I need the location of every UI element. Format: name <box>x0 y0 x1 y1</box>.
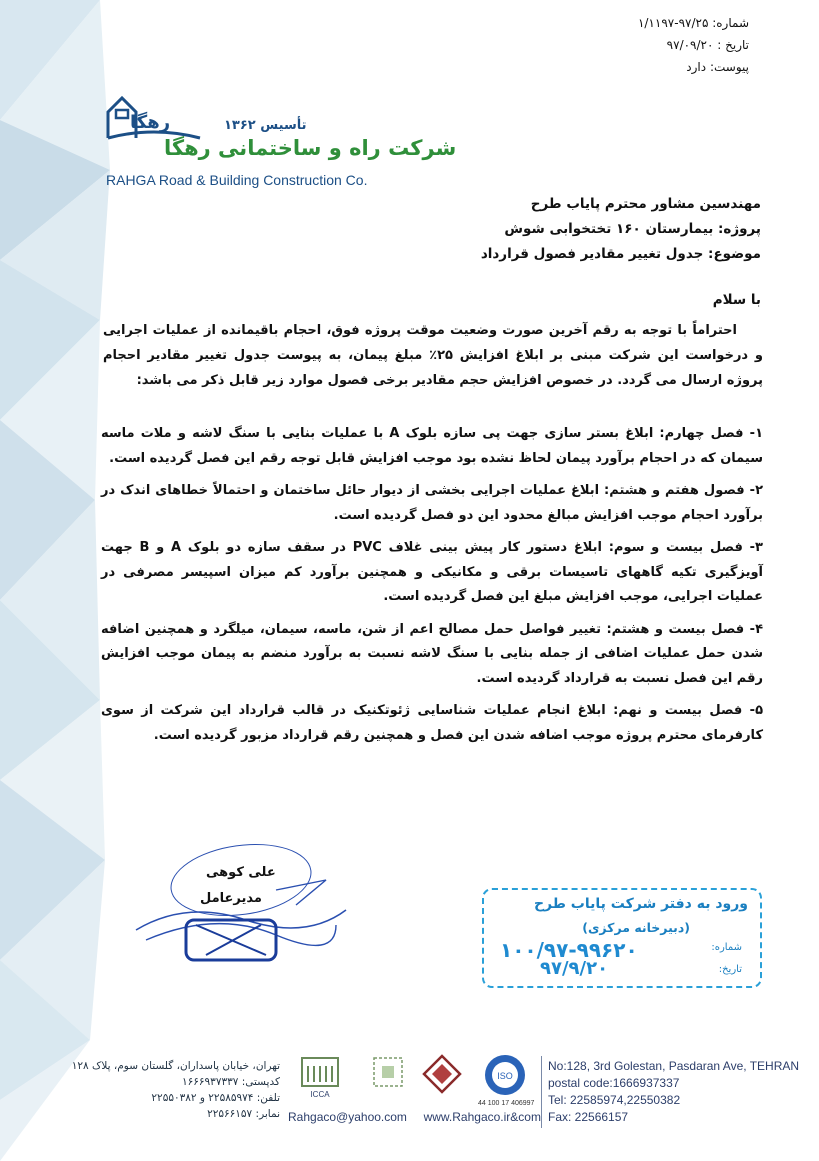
iso-certification-icon <box>482 1052 528 1098</box>
stamp-line-2: (دبیرخانه مرکزی) <box>582 920 690 935</box>
list-item: ۵- فصل بیست و نهم: ابلاغ انجام عملیات شناسایی ژئوتکنیک در قالب قرارداد این شرکت از سوی کارفرمای محترم پروژه موجب اضافه شدن این فصل و همچنین رقم قرارداد مزبور گردیده است. <box>101 703 763 743</box>
project-line: پروژه: بیمارستان ۱۶۰ تختخوابی شوش <box>504 221 761 237</box>
stamp-number-value: ۱۰۰/۹۷-۹۹۶۲۰ <box>500 938 638 962</box>
letter-date: تاریخ : ۹۷/۰۹/۲۰ <box>666 38 749 52</box>
signer-title: مدیرعامل <box>200 891 262 906</box>
footer-divider <box>541 1056 542 1128</box>
signer-name: علی کوهی <box>206 865 276 880</box>
items-list <box>101 422 763 756</box>
syndicate-logo-icon <box>422 1054 462 1094</box>
footer-contact-en <box>548 1058 799 1126</box>
website-link[interactable]: www.Rahgaco.ir&com <box>423 1110 541 1124</box>
fax-fa: نمابر: ۲۲۵۶۶۱۵۷ <box>207 1108 280 1120</box>
association-logo-icon <box>370 1054 406 1090</box>
svg-text:ISO: ISO <box>497 1071 513 1081</box>
address-fa: تهران، خیابان پاسداران، گلستان سوم، پلاک ۱۲۸ <box>71 1060 280 1072</box>
list-item: ۳- فصل بیست و سوم: ابلاغ دستور کار پیش بینی غلاف PVC در سقف سازه دو بلوک A و B جهت آویزگیری تکیه گاههای تاسیسات برقی و مکانیکی و همچنین برآورد کم میزان اسپیسر مصرفی در عملیات اجرایی، موجب افزایش مبلغ این فصل گردیده است. <box>101 540 763 604</box>
stamp-date-value: ۹۷/۹/۲۰ <box>540 958 609 979</box>
email-link[interactable]: Rahgaco@yahoo.com <box>288 1110 407 1124</box>
stamp-date-label: تاریخ: <box>718 964 742 975</box>
company-name-en: RAHGA Road & Building Construction Co. <box>106 172 368 188</box>
greeting: با سلام <box>712 292 761 308</box>
letter-heading <box>481 192 761 267</box>
signature-oval <box>166 835 316 924</box>
list-item: ۱- فصل چهارم: ابلاغ بستر سازی جهت پی سازه بلوک A با عملیات بنایی با سنگ لاشه و ملات ماسه سیمان که در احجام برآورد پیمان لحاظ نشده بود موجب افزایش قابل توجه رقم این فصل گردیده است. <box>101 426 763 466</box>
footer <box>0 1040 819 1161</box>
receipt-stamp <box>482 888 762 988</box>
letter-number: شماره: ۹۷/۲۵-۱/۱۱۹۷ <box>637 16 749 30</box>
phone-fa: تلفن: ۲۲۵۸۵۹۷۴ و ۲۲۵۵۰۳۸۲ <box>151 1092 280 1104</box>
company-logo <box>104 92 457 192</box>
list-item: ۲- فصول هفتم و هشتم: ابلاغ عملیات اجرایی بخشی از دیوار حائل ساختمان و احتمالاً خطاهای اندک در برآورد احجام موجب افزایش مبالغ محدود این دو فصل گردیده است. <box>101 483 763 523</box>
letter-intro <box>103 318 763 393</box>
company-founded: تأسیس ۱۳۶۲ <box>224 118 307 133</box>
intro-paragraph: احتراماً با توجه به رقم آخرین صورت وضعیت موقت پروژه فوق، احجام باقیمانده از عملیات اجرایی و درخواست این شرکت مبنی بر ابلاغ افزایش ۲۵٪ مبلغ پیمان، به پیوست جدول تغییر مقادیر احجام پروژه ارسال می گردد. در خصوص افزایش حجم مقادیر برخی فصول موارد زیر قابل ذکر می باشد: <box>103 323 763 388</box>
postal-fa: کدپستی: ۱۶۶۶۹۳۷۳۳۷ <box>181 1076 280 1088</box>
stamp-number-label: شماره: <box>711 942 742 953</box>
icca-logo-icon <box>300 1056 340 1100</box>
company-name-fa: شرکت راه و ساختمانی رهگا <box>164 136 457 160</box>
recipient: مهندسین مشاور محترم پایاب طرح <box>530 196 761 212</box>
stamp-line-1: ورود به دفتر شرکت پایاب طرح <box>533 896 748 912</box>
logo-text: رهگا <box>130 112 171 133</box>
footer-contact-fa <box>70 1058 280 1122</box>
icca-label: ICCA <box>310 1090 330 1099</box>
fax-en: Fax: 22566157 <box>548 1110 629 1124</box>
letter-attachment: پیوست: دارد <box>686 60 749 74</box>
signature-block <box>148 845 348 960</box>
tel-en: Tel: 22585974,22550382 <box>548 1093 681 1107</box>
address-en: No:128, 3rd Golestan, Pasdaran Ave, TEHRAN <box>548 1059 800 1073</box>
letter-meta <box>638 12 749 78</box>
iso-code: 44 100 17 406997 <box>478 1100 535 1107</box>
postal-en: postal code:1666937337 <box>548 1076 680 1090</box>
list-item: ۴- فصل بیست و هشتم: تغییر فواصل حمل مصالح اعم از شن، ماسه، سیمان، میلگرد و همچنین اضافه شدن حمل عملیات اضافی از جمله بنایی با سنگ لاشه نسبت به برآورد منضم به پیمان موجب افزایش رقم این فصل نسبت به قرارداد گردیده است. <box>101 621 763 686</box>
subject-line: موضوع: جدول تغییر مقادیر فصول قرارداد <box>480 246 761 262</box>
footer-online <box>288 1110 541 1124</box>
